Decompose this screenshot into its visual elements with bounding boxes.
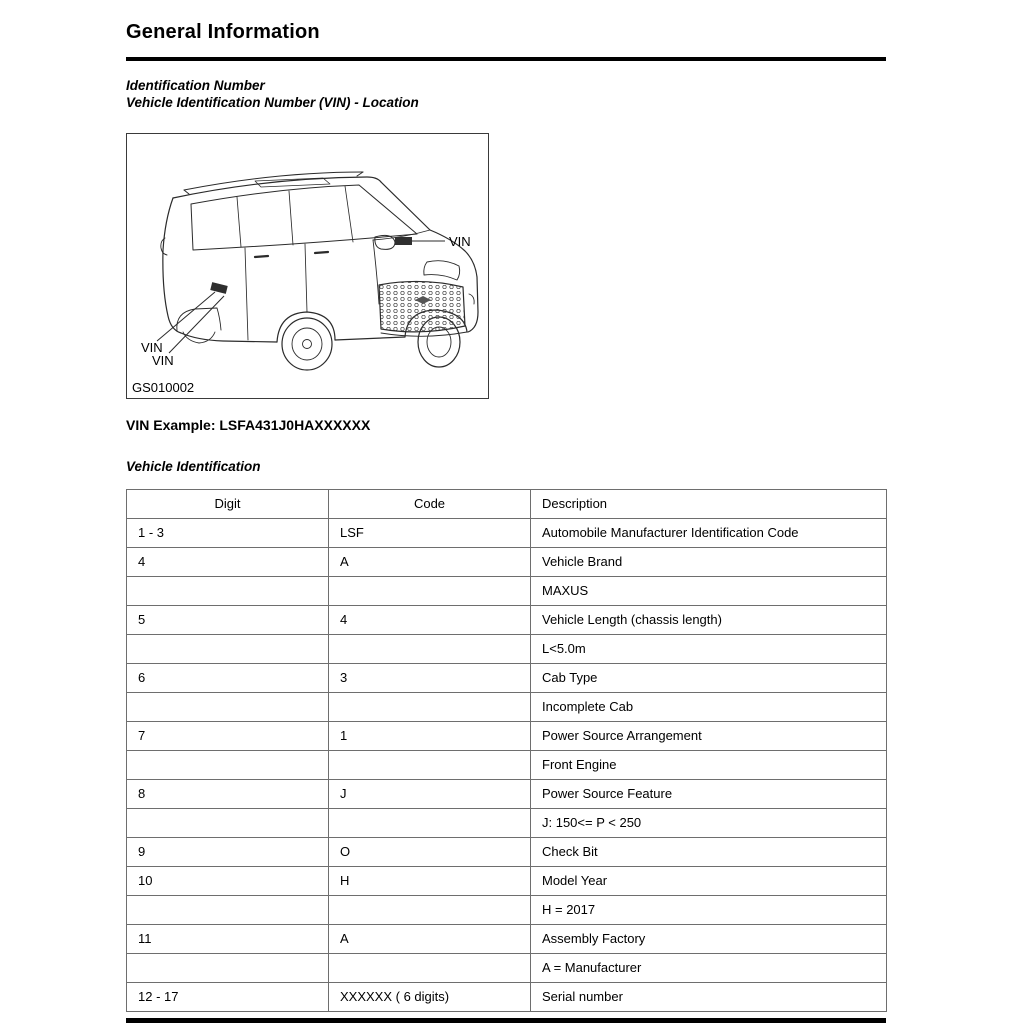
column-header-digit: Digit — [127, 489, 329, 518]
vin-table — [126, 489, 887, 1012]
vin-label-door-1: VIN — [141, 340, 163, 355]
table-header-row — [127, 489, 887, 518]
cell-digit: 5 — [127, 605, 329, 634]
cell-description: Cab Type — [531, 663, 887, 692]
cell-code — [329, 634, 531, 663]
cell-code: 1 — [329, 721, 531, 750]
heading-vin-location: Vehicle Identification Number (VIN) - Location — [126, 94, 419, 110]
cell-code: 3 — [329, 663, 531, 692]
table-row — [127, 866, 887, 895]
cell-code: J — [329, 779, 531, 808]
table-row — [127, 779, 887, 808]
table-row — [127, 750, 887, 779]
cell-digit — [127, 953, 329, 982]
table-row — [127, 721, 887, 750]
cell-code — [329, 692, 531, 721]
cell-description: Assembly Factory — [531, 924, 887, 953]
cell-digit: 9 — [127, 837, 329, 866]
vin-plate-door — [210, 282, 227, 294]
car-diagram — [127, 134, 488, 396]
vin-label-dash: VIN — [449, 234, 471, 249]
page-title: General Information — [126, 21, 320, 43]
cell-description: Automobile Manufacturer Identification Code — [531, 518, 887, 547]
table-row — [127, 692, 887, 721]
cell-code — [329, 895, 531, 924]
table-row — [127, 895, 887, 924]
car-outline — [161, 172, 478, 370]
cell-digit — [127, 634, 329, 663]
table-row — [127, 924, 887, 953]
column-header-description: Description — [531, 489, 887, 518]
cell-digit — [127, 576, 329, 605]
figure-code: GS010002 — [132, 380, 195, 395]
vin-plate-dash — [395, 237, 412, 245]
cell-digit: 7 — [127, 721, 329, 750]
cell-code — [329, 953, 531, 982]
cell-description: Vehicle Brand — [531, 547, 887, 576]
cell-digit: 1 - 3 — [127, 518, 329, 547]
cell-digit — [127, 692, 329, 721]
table-row — [127, 953, 887, 982]
heading-identification-number: Identification Number — [126, 78, 265, 93]
vin-location-figure — [126, 133, 489, 399]
vin-table-body — [127, 518, 887, 1011]
vin-example: VIN Example: LSFA431J0HAXXXXXX — [126, 417, 371, 433]
cell-digit: 11 — [127, 924, 329, 953]
cell-description: Power Source Arrangement — [531, 721, 887, 750]
vin-label-door-2: VIN — [152, 353, 174, 368]
cell-description: A = Manufacturer — [531, 953, 887, 982]
cell-description: Vehicle Length (chassis length) — [531, 605, 887, 634]
cell-description: L<5.0m — [531, 634, 887, 663]
cell-description: Power Source Feature — [531, 779, 887, 808]
cell-code: A — [329, 924, 531, 953]
cell-code — [329, 808, 531, 837]
table-row — [127, 518, 887, 547]
cell-code: O — [329, 837, 531, 866]
cell-code: LSF — [329, 518, 531, 547]
cell-code — [329, 576, 531, 605]
cell-digit: 12 - 17 — [127, 982, 329, 1011]
cell-digit: 4 — [127, 547, 329, 576]
table-row — [127, 808, 887, 837]
cell-code: A — [329, 547, 531, 576]
cell-digit: 6 — [127, 663, 329, 692]
cell-description: Incomplete Cab — [531, 692, 887, 721]
cell-description: Model Year — [531, 866, 887, 895]
cell-description: H = 2017 — [531, 895, 887, 924]
heading-vehicle-identification: Vehicle Identification — [126, 459, 261, 474]
cell-description: Front Engine — [531, 750, 887, 779]
table-row — [127, 837, 887, 866]
table-row — [127, 982, 887, 1011]
section-headings — [126, 78, 886, 111]
title-rule — [126, 57, 886, 61]
table-row — [127, 634, 887, 663]
cell-code: 4 — [329, 605, 531, 634]
cell-digit — [127, 750, 329, 779]
vin-leader-line — [157, 292, 215, 341]
table-row — [127, 576, 887, 605]
cell-description: MAXUS — [531, 576, 887, 605]
cell-digit — [127, 895, 329, 924]
footer-rule — [126, 1018, 886, 1023]
column-header-code: Code — [329, 489, 531, 518]
cell-digit: 10 — [127, 866, 329, 895]
cell-digit — [127, 808, 329, 837]
cell-code — [329, 750, 531, 779]
cell-description: Serial number — [531, 982, 887, 1011]
cell-code: XXXXXX ( 6 digits) — [329, 982, 531, 1011]
cell-code: H — [329, 866, 531, 895]
table-row — [127, 663, 887, 692]
table-row — [127, 605, 887, 634]
table-row — [127, 547, 887, 576]
cell-digit: 8 — [127, 779, 329, 808]
cell-description: J: 150<= P < 250 — [531, 808, 887, 837]
cell-description: Check Bit — [531, 837, 887, 866]
